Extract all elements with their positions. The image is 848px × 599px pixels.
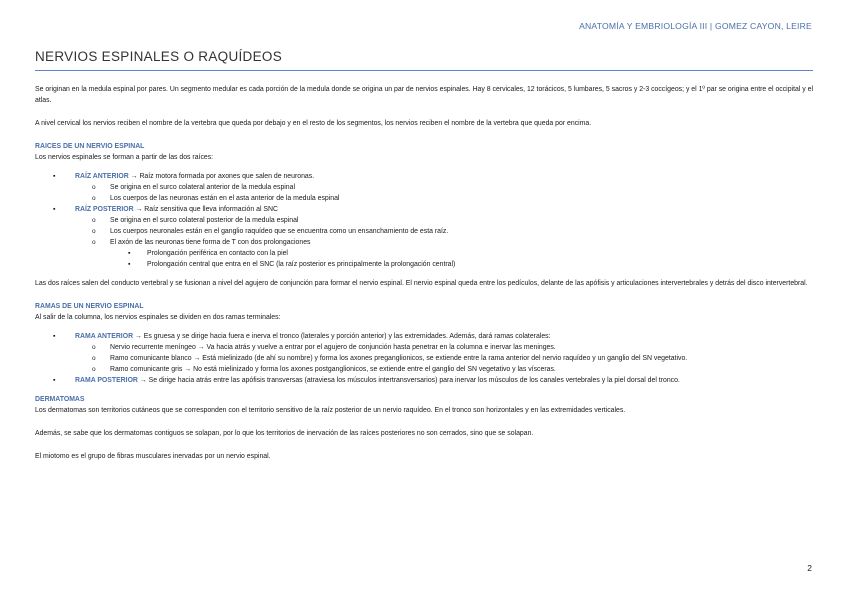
intro-paragraph-2: A nivel cervical los nervios reciben el nombre de la vertebra que queda por debajo y en el resto de los segmentos, los nervios reciben el nombre de la vertebra que queda por encima. <box>35 120 592 127</box>
running-header: ANATOMÍA Y EMBRIOLOGÍA III | GOMEZ CAYON, LEIRE <box>579 21 812 31</box>
title-underline <box>35 70 813 71</box>
raices-list <box>35 171 813 270</box>
section-heading-ramas: RAMAS DE UN NERVIO ESPINAL <box>35 303 144 310</box>
page-number: 2 <box>807 563 812 573</box>
intro-paragraph-1: Se originan en la medula espinal por pares. Un segmento medular es cada porción de la medula donde se origina un par de nervios espinales. Hay 8 cervicales, 12 torácicos, 5 lumbares, 5 sacros y 2-3 coccígeos; y el 1º par se origina entre el occipital y el atlas. <box>35 86 813 104</box>
raiz-posterior-text: → Raíz sensitiva que lleva información al SNC <box>133 206 278 213</box>
page-title: NERVIOS ESPINALES O RAQUÍDEOS <box>35 49 283 64</box>
term-raiz-posterior: RAÍZ POSTERIOR <box>75 206 134 213</box>
raices-lead: Los nervios espinales se forman a partir de las dos raíces: <box>35 154 214 161</box>
list-subitem: o Se origina en el surco colateral posterior de la medula espinal <box>35 215 813 226</box>
raices-closing-paragraph: Las dos raíces salen del conducto vertebral y se fusionan a nivel del agujero de conjunción para formar el nervio espinal. El nervio espinal queda entre los pedículos, delante de las apófisis y articulaciones intervertebrales y detrás del disco intervertebral. <box>35 280 808 287</box>
term-rama-anterior: RAMA ANTERIOR <box>75 333 134 340</box>
section-heading-raices: RAICES DE UN NERVIO ESPINAL <box>35 143 145 150</box>
list-item-raiz-anterior <box>35 171 813 182</box>
rama-anterior-text: → Es gruesa y se dirige hacia fuera e inerva el tronco (laterales y porción anterior) y las extremidades. Además, dará ramas colaterales: <box>133 333 551 340</box>
list-subsubitem: ▪ Prolongación central que entra en el SNC (la raíz posterior es principalmente la prolongación central) <box>35 259 813 270</box>
list-subitem: o Se origina en el surco colateral anterior de la medula espinal <box>35 182 813 193</box>
dermatomas-paragraph-3: El miotomo es el grupo de fibras musculares inervadas por un nervio espinal. <box>35 453 271 460</box>
dermatomas-paragraph-2: Además, se sabe que los dermatomas contiguos se solapan, por lo que los territorios de inervación de las raíces posteriores no son cerrados, sino que se solapan. <box>35 430 534 437</box>
document-body <box>35 84 813 474</box>
term-raiz-anterior: RAÍZ ANTERIOR <box>75 173 129 180</box>
list-subitem: o Los cuerpos neuronales están en el ganglio raquídeo que se encuentra como un ensanchamiento de esta raíz. <box>35 226 813 237</box>
list-item-rama-posterior <box>35 375 813 386</box>
list-subitem: o Los cuerpos de las neuronas están en el asta anterior de la medula espinal <box>35 193 813 204</box>
list-subsubitem: ▪ Prolongación periférica en contacto con la piel <box>35 248 813 259</box>
term-rama-posterior: RAMA POSTERIOR <box>75 377 138 384</box>
list-subitem: o Nervio recurrente meníngeo → Va hacia atrás y vuelve a entrar por el agujero de conjunción hasta penetrar en la columna e inervar las meninges. <box>35 342 813 353</box>
ramas-lead: Al salir de la columna, los nervios espinales se dividen en dos ramas terminales: <box>35 314 281 321</box>
ramas-list <box>35 331 813 386</box>
rama-posterior-text: → Se dirige hacia atrás entre las apófisis transversas (atraviesa los músculos intertransversarios) para inervar los músculos de los canales vertebrales y la piel dorsal del tronco. <box>137 377 680 384</box>
list-subitem: o El axón de las neuronas tiene forma de T con dos prolongaciones <box>35 237 813 248</box>
list-subitem: o Ramo comunicante blanco → Está mielinizado (de ahí su nombre) y forma los axones preganglionicos, se extiende entre la rama anterior del nervio raquídeo y un ganglio del SN vegetativo. <box>35 353 813 364</box>
list-item-raiz-posterior <box>35 204 813 215</box>
list-item-rama-anterior <box>35 331 813 342</box>
dermatomas-paragraph-1: Los dermatomas son territorios cutáneos que se corresponden con el territorio sensitivo de la raíz posterior de un nervio raquídeo. En el tronco son horizontales y en las extremidades verticales. <box>35 407 626 414</box>
list-subitem: o Ramo comunicante gris → No está mielinizado y forma los axones postganglionicos, se extiende entre el ganglio del SN vegetativo y las vísceras. <box>35 364 813 375</box>
section-heading-dermatomas: DERMATOMAS <box>35 396 85 403</box>
raiz-anterior-text: → Raíz motora formada por axones que salen de neuronas. <box>128 173 315 180</box>
